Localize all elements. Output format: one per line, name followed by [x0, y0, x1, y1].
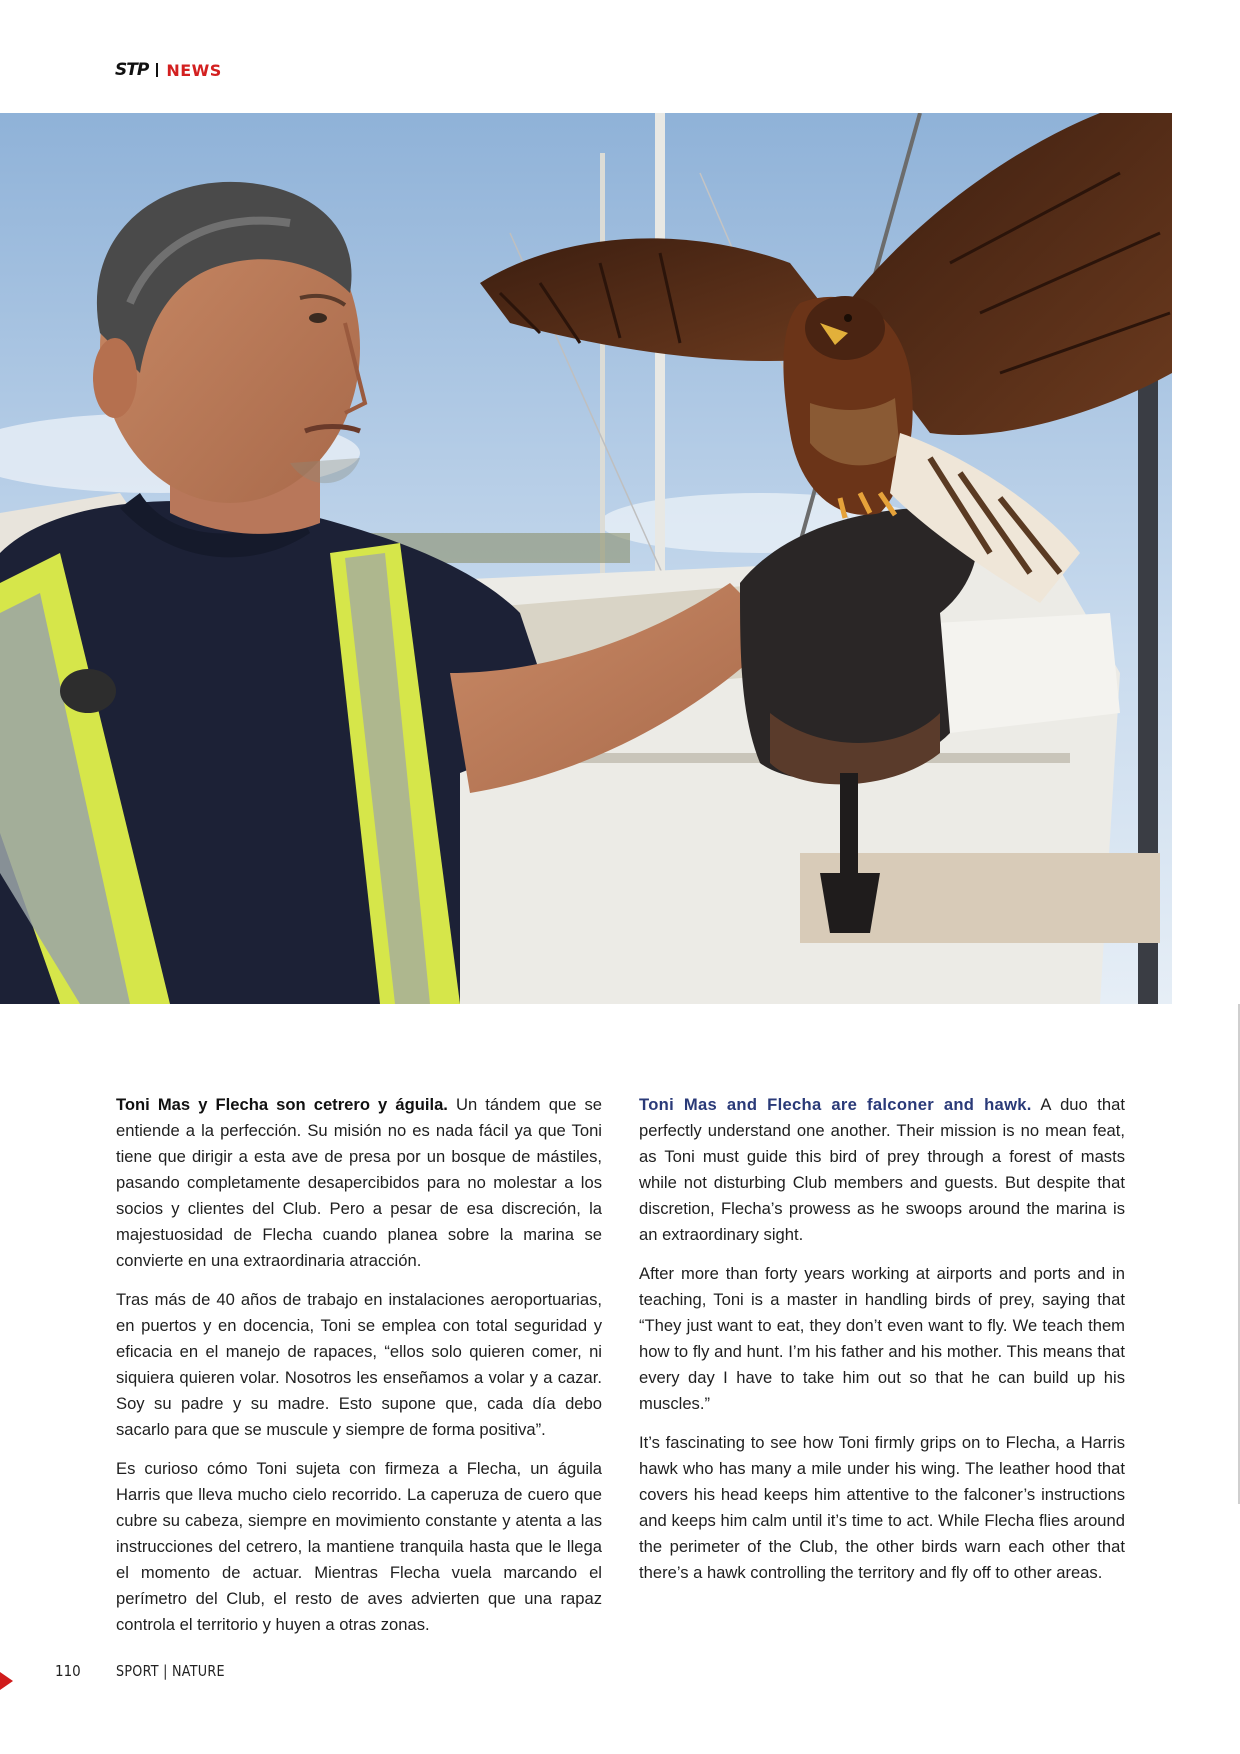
- footer-section: SPORT | NATURE: [116, 1662, 225, 1680]
- paragraph: Tras más de 40 años de trabajo en instalaciones aeroportuarias, en puertos y en docencia, Toni se emplea con total seguridad y eficacia en el manejo de rapaces, “ellos solo quieren comer, ni siquiera quieren volar. Nosotros les enseñamos a volar y a cazar. Soy su padre y su madre. Esto supone que, cada día debo sacarlo para que se muscule y siempre de forma positiva”.: [116, 1290, 602, 1439]
- page-footer: [0, 1662, 225, 1690]
- lead-sentence: Toni Mas y Flecha son cetrero y águila.: [116, 1095, 448, 1114]
- photo-illustration: [0, 113, 1172, 1004]
- mast: [655, 113, 665, 633]
- paragraph-text: A duo that perfectly understand one another. Their mission is no mean feat, as Toni must guide this bird of prey through a forest of masts while not disturbing Club members and guests. But despite that discretion, Flecha’s prowess as he swoops around the marina is an extraordinary sight.: [639, 1095, 1125, 1244]
- header-separator: [156, 63, 158, 77]
- paragraph: It’s fascinating to see how Toni firmly grips on to Flecha, a Harris hawk who has many a mile under his wing. The leather hood that covers his head keeps him attentive to the falconer’s instructions and keeps him calm until it’s time to act. While Flecha flies around the perimeter of the Club, the other birds warn each other that there’s a hawk controlling the territory and fly off to other areas.: [639, 1433, 1125, 1582]
- hawk-head: [805, 296, 885, 360]
- lapel-mic: [60, 669, 116, 713]
- magazine-logo: STP: [115, 60, 149, 80]
- section-label: NEWS: [166, 60, 222, 80]
- paragraph: Es curioso cómo Toni sujeta con firmeza a Flecha, un águila Harris que lleva mucho cielo recorrido. La caperuza de cuero que cubre su cabeza, siempre en movimiento constante y atenta a las instrucciones del cetrero, la mantiene tranquila hasta que le llega el momento de actuar. Mientras Flecha vuela marcando el perímetro del Club, el resto de aves advierten que una rapaz controla el territorio y huyen a otras zonas.: [116, 1459, 602, 1634]
- paragraph: [116, 1092, 602, 1274]
- paragraph: After more than forty years working at airports and ports and in teaching, Toni is a master in handling birds of prey, saying that “They just want to eat, they don’t even want to fly. We teach them how to fly and hunt. I’m his father and his mother. This means that every day I have to take him out so that he can build up his muscles.”: [639, 1264, 1125, 1413]
- lead-sentence: Toni Mas and Flecha are falconer and hawk.: [639, 1095, 1032, 1114]
- hero-photo: [0, 113, 1172, 1004]
- paragraph: [639, 1092, 1125, 1248]
- article-column-english: [639, 1092, 1125, 1599]
- article-column-spanish: [116, 1092, 602, 1651]
- page-header: [115, 60, 222, 80]
- page-marker-triangle-icon: [0, 1672, 13, 1690]
- page-number: 110: [55, 1662, 81, 1680]
- paragraph-text: Un tándem que se entiende a la perfección. Su misión no es nada fácil ya que Toni tiene que dirigir a esta ave de presa por un bosque de mástiles, pasando completamente desapercibidos para no molestar a los socios y clientes del Club. Pero a pesar de esa discreción, la majestuosidad de Flecha cuando planea sobre la marina se convierte en una extraordinaria atracción.: [116, 1095, 602, 1270]
